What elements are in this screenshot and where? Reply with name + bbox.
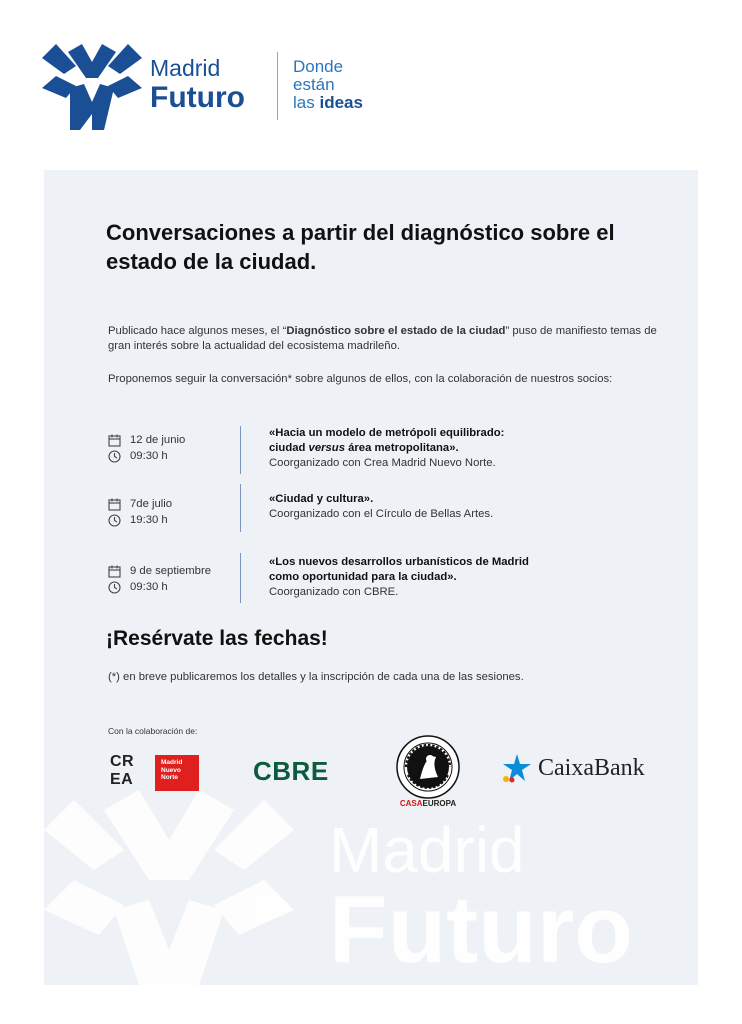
event-date xyxy=(108,563,236,579)
watermark-text-2: Futuro xyxy=(329,876,633,983)
event-title-line-2-pre: ciudad xyxy=(269,442,309,454)
event-title-line-1: «Ciudad y cultura». xyxy=(269,493,374,505)
event-divider xyxy=(240,484,241,532)
tagline-line-1: Donde xyxy=(293,57,344,76)
header-divider xyxy=(277,52,278,120)
tagline-line-3 xyxy=(293,94,363,112)
tagline-line-2: están xyxy=(293,75,335,94)
event-item xyxy=(108,555,668,603)
madrid-futuro-logo-icon xyxy=(42,44,142,130)
watermark-logo-icon xyxy=(44,790,294,985)
event-divider xyxy=(240,426,241,474)
collaboration-label: Con la colaboración de: xyxy=(108,726,198,736)
event-date xyxy=(108,496,236,512)
calendar-icon xyxy=(108,498,121,511)
event-item xyxy=(108,426,668,474)
event-title-line-1: «Los nuevos desarrollos urbanísticos de Madrid xyxy=(269,556,529,568)
brand-line-2: Futuro xyxy=(150,81,245,114)
tagline-line-3-pre: las xyxy=(293,93,320,112)
footnote: (*) en breve publicaremos los detalles y la inscripción de cada una de las sesiones. xyxy=(108,671,524,683)
event-time xyxy=(108,448,236,464)
announcement-card xyxy=(44,170,698,985)
crea-line-2: EA xyxy=(110,771,134,788)
tagline-line-3-bold: ideas xyxy=(319,93,363,112)
caixabank-wordmark: CaixaBank xyxy=(538,754,645,781)
crea-line-1: CR xyxy=(110,753,135,770)
intro-paragraph-2: Proponemos seguir la conversación* sobre algunos de ellos, con la colaboración de nuestros socios: xyxy=(108,373,613,385)
event-title-line-2-italic: versus xyxy=(308,442,345,454)
event-divider xyxy=(240,553,241,603)
event-title-line-1: «Hacia un modelo de metrópoli equilibrado: xyxy=(269,427,505,439)
caixabank-star-icon xyxy=(502,753,532,783)
event-organizer: Coorganizado con el Círculo de Bellas Artes. xyxy=(269,508,494,520)
casa-europa-label xyxy=(396,799,460,808)
intro-p1-post: ” puso de manifiesto temas de gran interés sobre la actualidad del ecosistema madrileño. xyxy=(108,325,657,352)
brand-name xyxy=(150,55,245,115)
event-item xyxy=(108,492,668,532)
calendar-icon xyxy=(108,434,121,447)
event-organizer: Coorganizado con Crea Madrid Nuevo Norte. xyxy=(269,457,496,469)
intro-p1-pre: Publicado hace algunos meses, el “ xyxy=(108,325,287,337)
cbre-logo: CBRE xyxy=(253,756,329,786)
clock-icon xyxy=(108,581,121,594)
event-organizer: Coorganizado con CBRE. xyxy=(269,586,399,598)
event-time-text: 09:30 h xyxy=(130,450,168,462)
casa-europa-post: EUROPA xyxy=(422,799,457,808)
page-title: Conversaciones a partir del diagnóstico sobre el estado de la ciudad. xyxy=(106,220,615,274)
casa-europa-pre: CASA xyxy=(399,799,423,808)
calendar-icon xyxy=(108,565,121,578)
event-time xyxy=(108,579,236,595)
crea-wordmark xyxy=(110,753,134,789)
event-date-text: 7de julio xyxy=(130,498,173,510)
event-date-text: 9 de septiembre xyxy=(130,565,212,577)
reserve-heading: ¡Resérvate las fechas! xyxy=(106,627,328,650)
event-title-line-2: como oportunidad para la ciudad». xyxy=(269,571,457,583)
event-time-text: 19:30 h xyxy=(130,514,168,526)
circulo-bellas-artes-seal-icon xyxy=(396,735,460,799)
event-time-text: 09:30 h xyxy=(130,581,168,593)
event-title-line-2-post: área metropolitana». xyxy=(344,442,459,454)
event-title-line-2 xyxy=(269,441,669,456)
caixabank-logo xyxy=(502,753,645,783)
header xyxy=(0,0,742,170)
tagline xyxy=(293,58,363,112)
event-date-text: 12 de junio xyxy=(130,434,186,446)
crea-box-line-2: Nuevo xyxy=(161,766,181,774)
brand-line-1: Madrid xyxy=(150,55,221,81)
clock-icon xyxy=(108,450,121,463)
intro-p1-bold: Diagnóstico sobre el estado de la ciudad xyxy=(286,325,506,337)
event-date xyxy=(108,432,236,448)
watermark-text-1: Madrid xyxy=(329,814,525,886)
clock-icon xyxy=(108,514,121,527)
intro-paragraph xyxy=(108,324,668,354)
crea-box-line-3: Norte xyxy=(161,774,178,781)
madrid-nuevo-norte-badge xyxy=(155,755,199,791)
event-time xyxy=(108,512,236,528)
crea-box-line-1: Madrid xyxy=(161,759,183,766)
